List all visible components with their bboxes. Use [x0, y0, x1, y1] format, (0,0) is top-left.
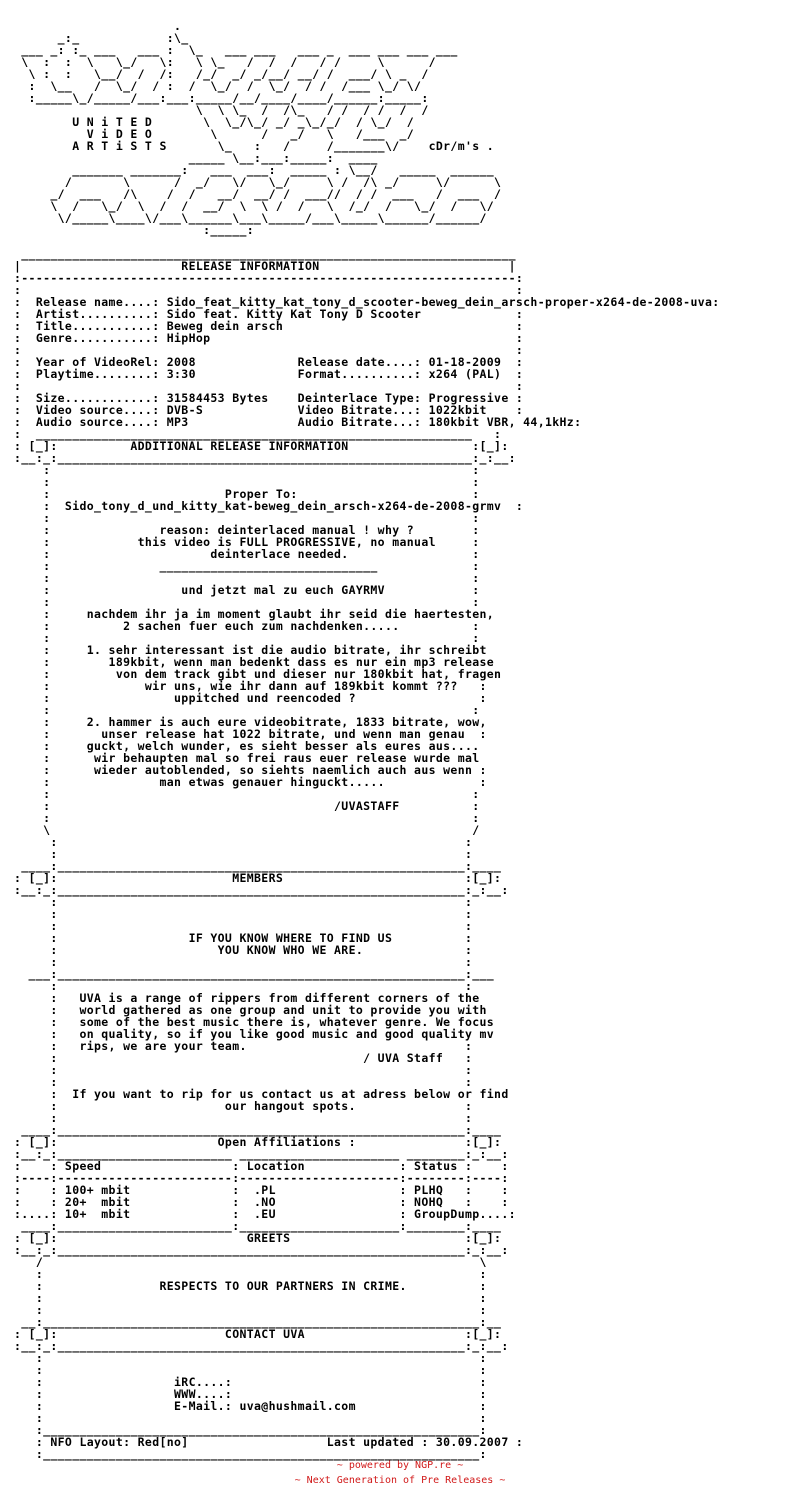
nfo-line: / \ [14, 1255, 487, 1269]
nfo-line: : 2. hammer is auch eure videobitrate, 1833 bitrate, wow, [14, 715, 487, 729]
nfo-line: : : [14, 343, 524, 357]
nfo-line: : E-Mail.: uva@hushmail.com : [14, 1399, 487, 1413]
nfo-line: : : [14, 511, 480, 525]
nfo-line: U N i T E D \ \_/\_/ _/ _\_/_/ / \_/ / [14, 115, 415, 129]
nfo-line: :----:------------------------:----------------------:--------:----: [14, 1171, 509, 1185]
nfo-line: : 1. sehr interessant ist die audio bitrate, ihr schreibt [14, 643, 487, 657]
nfo-line: : : [14, 631, 480, 645]
nfo-line: :_____: [14, 223, 255, 237]
nfo-line: :____________________________________________________________: [14, 1423, 487, 1437]
nfo-line: _____ \__:___:_____: ____ [14, 151, 378, 165]
nfo-line: _/ ___ /\ / / __/ __/ / ___// / / ___ / ___ / [14, 187, 502, 201]
nfo-line: : man etwas genauer hinguckt..... : [14, 775, 487, 789]
nfo-line: : : 100+ mbit : .PL : PLHQ : : [14, 1183, 509, 1197]
next-generation-text: ~ Next Generation of Pre Releases ~ [294, 1475, 506, 1486]
nfo-line: : guckt, welch wunder, es sieht besser als eures aus.... [14, 739, 480, 753]
nfo-line: : : [14, 379, 524, 393]
nfo-line: | RELEASE INFORMATION | [14, 259, 516, 273]
nfo-line: A R T i S T S \_ : / /_______\/ cDr/m's . [14, 139, 495, 153]
nfo-line: / \ / _/ \/ \_/ \ / /\ _/ \/ \ [14, 175, 502, 189]
nfo-line: \/_____\____\/___\______\___\_____/___\_____\______/______/ [14, 211, 487, 225]
powered-by-text: ~ powered by NGP.re ~ [336, 1460, 464, 1471]
nfo-line: : wir uns, wie ihr dann auf 189kbit kommt ??? : [14, 679, 487, 693]
nfo-line: :_____\_/_____/___:___:_____/__/____/____/______:_____: [14, 91, 429, 105]
nfo-line: : ______________________________ : [14, 559, 480, 573]
nfo-line: :__:_:________________________________________________________:_:__: [14, 883, 509, 897]
nfo-line: : \__ / \_/ / : / \_/ / \_/ / / /___ \_/ \/ [14, 79, 422, 93]
nfo-text [14, 20, 720, 1460]
nfo-line: : : [14, 955, 473, 969]
nfo-line: : IF YOU KNOW WHERE TO FIND US : [14, 931, 473, 945]
nfo-line: : Sido_tony_d_und_kitty_kat-beweg_dein_arsch-x264-de-2008-grmv : [14, 499, 524, 513]
nfo-line: ___:________________________________________________________:___ [14, 967, 495, 981]
nfo-line: : von dem track gibt und dieser nur 180kbit hat, fragen [14, 667, 502, 681]
nfo-line: : : [14, 1351, 487, 1365]
nfo-line: : : [14, 571, 480, 585]
nfo-line: :__:_:_________________________________________________________:_:__: [14, 451, 516, 465]
nfo-line: : : [14, 1267, 487, 1281]
nfo-line: : NFO Layout: Red[no] Last updated : 30.09.2007 : [14, 1435, 524, 1449]
nfo-line: ___ _: :_ ___ ___ : \_ ___ ___ ___ _ ___ ___ ___ ___ [14, 43, 458, 57]
nfo-line: : our hangout spots. : [14, 1099, 473, 1113]
nfo-line: : : [14, 895, 473, 909]
nfo-line: : this video is FULL PROGRESSIVE, no manual : [14, 535, 480, 549]
nfo-line: : wieder autoblended, so siehts naemlich auch aus wenn : [14, 763, 487, 777]
nfo-line: : : [14, 595, 480, 609]
nfo-line: __:____________________________________________________________:__ [14, 1315, 502, 1329]
nfo-line: : : [14, 787, 480, 801]
nfo-line: : : [14, 475, 480, 489]
nfo-line: ____:________________________________________________________:____ [14, 859, 502, 873]
nfo-line: : If you want to rip for us contact us at adress below or find [14, 1087, 509, 1101]
nfo-line: : [_]: ADDITIONAL RELEASE INFORMATION :[_]: [14, 439, 509, 453]
nfo-line: \ \ \_ / /\_ / / / / / / [14, 103, 429, 117]
nfo-line: : [_]: GREETS :[_]: [14, 1231, 502, 1245]
nfo-line: :__:_:________________________________________________________:_:__: [14, 1339, 509, 1353]
nfo-line: : [_]: MEMBERS :[_]: [14, 871, 502, 885]
nfo-line: : [_]: CONTACT UVA :[_]: [14, 1327, 502, 1341]
nfo-line: : nachdem ihr ja im moment glaubt ihr seid die haertesten, [14, 607, 495, 621]
nfo-line: : : Speed : Location : Status : : [14, 1159, 509, 1173]
nfo-line: \ : : \ \_/ \: \ \_ / / / / / \ / [14, 55, 436, 69]
nfo-line: : : [14, 919, 473, 933]
nfo-line: : : [14, 1411, 487, 1425]
nfo-line: _:_ :\_ [14, 31, 189, 45]
nfo-line: : / UVA Staff : [14, 1051, 473, 1065]
nfo-line: : : 20+ mbit : .NO : NOHQ : : [14, 1195, 509, 1209]
nfo-line: : reason: deinterlaced manual ! why ? : [14, 523, 480, 537]
nfo-line: : Year of VideoRel: 2008 Release date....: 01-18-2009 : [14, 355, 524, 369]
nfo-line: : Audio source....: MP3 Audio Bitrate...: 180kbit VBR, 44,1kHz: [14, 415, 582, 429]
nfo-line: : : [14, 907, 473, 921]
nfo-line: : /UVASTAFF : [14, 799, 480, 813]
nfo-line: ____________________________________________________________________ [14, 247, 516, 261]
nfo-line: : 2 sachen fuer euch zum nachdenken..... : [14, 619, 480, 633]
footer [0, 1458, 800, 1488]
nfo-line: : : [14, 1363, 487, 1377]
nfo-line: : uppitched und reencoded ? : [14, 691, 487, 705]
nfo-line: : iRC....: : [14, 1375, 487, 1389]
nfo-line: \ / [14, 823, 480, 837]
nfo-line: : Title...........: Beweg dein arsch : [14, 319, 524, 333]
nfo-line: : wir behaupten mal so frei raus euer release wurde mal [14, 751, 480, 765]
nfo-line: : deinterlace needed. : [14, 547, 480, 561]
nfo-line: : rips, we are your team. : [14, 1039, 473, 1053]
nfo-line: . [14, 19, 182, 33]
nfo-line: : : [14, 283, 524, 297]
nfo-line: : : [14, 811, 480, 825]
nfo-line: : 189kbit, wenn man bedenkt dass es nur ein mp3 release [14, 655, 495, 669]
nfo-line: \ / \_/ \ / / __/ \ \ / / \ /_/ / \_/ / \/ [14, 199, 495, 213]
nfo-line: : ____________________________________________________________ : [14, 427, 502, 441]
nfo-line: : RESPECTS TO OUR PARTNERS IN CRIME. : [14, 1279, 487, 1293]
nfo-line: : on quality, so if you like good music and good quality mv [14, 1027, 495, 1041]
nfo-line: : Proper To: : [14, 487, 480, 501]
nfo-line: : : [14, 1111, 473, 1125]
nfo-line: : YOU KNOW WHO WE ARE. : [14, 943, 473, 957]
nfo-line: :__:_:________________________________________________________:_:__: [14, 1243, 509, 1257]
nfo-line: : und jetzt mal zu euch GAYRMV : [14, 583, 480, 597]
nfo-line: : UVA is a range of rippers from different corners of the [14, 991, 480, 1005]
nfo-line: : Size............: 31584453 Bytes Deinterlace Type: Progressive : [14, 391, 524, 405]
nfo-line: : : [14, 463, 480, 477]
nfo-line: \ : : \__/ / /: /_/ _/ _/__/ __/ / ___/ \ _ / [14, 67, 429, 81]
nfo-line: :....: 10+ mbit : .EU : GroupDump....: [14, 1207, 516, 1221]
nfo-line: : : [14, 1063, 473, 1077]
nfo-line: V i D E O \ / _/ \ /___ _/ [14, 127, 415, 141]
nfo-line: :__:_:________________________ ______________________ ________:_:__: [14, 1147, 509, 1161]
nfo-line: : some of the best music there is, whatever genre. We focus [14, 1015, 495, 1029]
nfo-line: : unser release hat 1022 bitrate, und wenn man genau : [14, 727, 487, 741]
nfo-line: :____________________________________________________________: [14, 1447, 487, 1461]
nfo-line: : : [14, 1075, 473, 1089]
nfo-line: ____:________________________:______________________:________:____ [14, 1219, 502, 1233]
nfo-line: : Artist..........: Sido feat. Kitty Kat Tony D Scooter : [14, 307, 524, 321]
nfo-line: : WWW....: : [14, 1387, 487, 1401]
nfo-line: : : [14, 835, 473, 849]
nfo-line: : Genre...........: HipHop : [14, 331, 524, 345]
nfo-line: : world gathered as one group and unit to provide you with [14, 1003, 487, 1017]
nfo-line: ____:________________________________________________________:____ [14, 1123, 502, 1137]
nfo-line: _______ _______: ___ ___: _____ : \__/ _____ ______ [14, 163, 495, 177]
nfo-line: : : [14, 979, 473, 993]
nfo-line: : : [14, 847, 473, 861]
nfo-line: : Playtime........: 3:30 Format..........: x264 (PAL) : [14, 367, 524, 381]
nfo-line: : Release name....: Sido_feat_kitty_kat_tony_d_scooter-beweg_dein_arsch-proper-x264-de-2008-uva: [14, 295, 720, 309]
nfo-line: : : [14, 1303, 487, 1317]
nfo-line: : Video source....: DVB-S Video Bitrate...: 1022kbit : [14, 403, 524, 417]
nfo-line: :--------------------------------------------------------------------: [14, 271, 524, 285]
nfo-line: : : [14, 1291, 487, 1305]
nfo-line: : [_]: Open Affiliations : :[_]: [14, 1135, 502, 1149]
nfo-line: : : [14, 703, 480, 717]
